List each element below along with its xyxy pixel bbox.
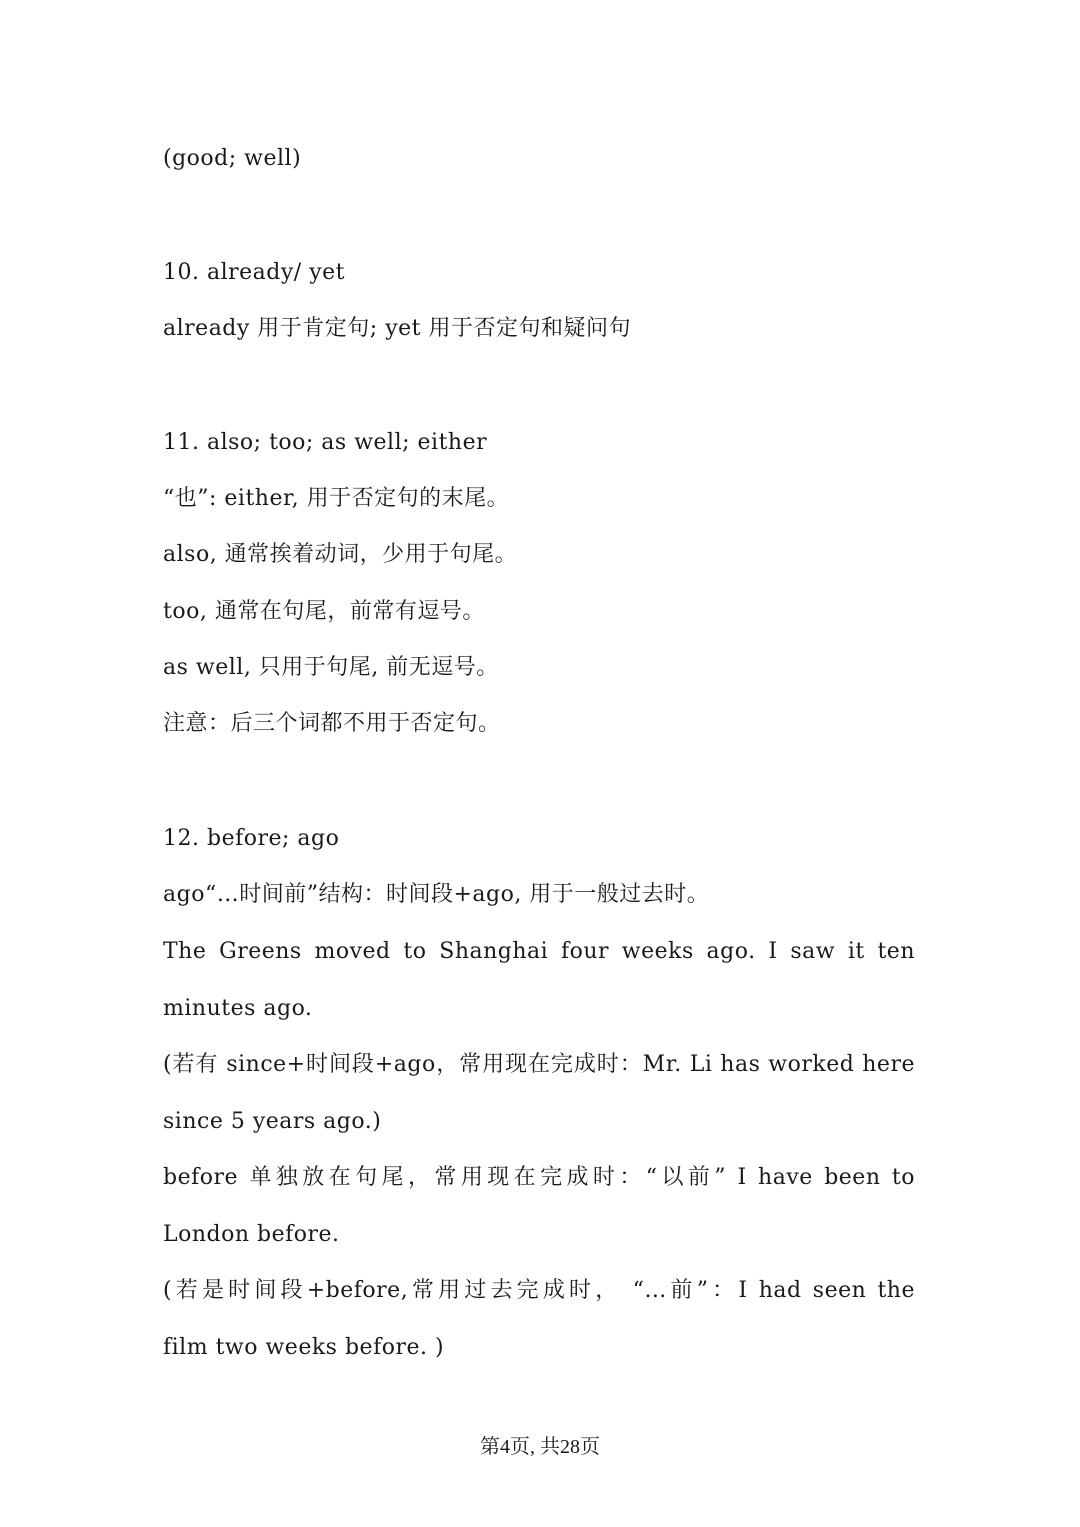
- text-line: since 5 years ago.): [163, 1109, 382, 1134]
- text-line: (good; well): [163, 146, 302, 171]
- text-line: (若是时间段+before,常用过去完成时， “…前”：I had seen the: [163, 1278, 915, 1303]
- text-line: before 单独放在句尾，常用现在完成时：“以前” I have been to: [163, 1165, 915, 1190]
- page-number: 第4页, 共28页: [480, 1436, 600, 1458]
- text-line: too, 通常在句尾，前常有逗号。: [163, 599, 485, 624]
- text-line: The Greens moved to Shanghai four weeks ago. I saw it ten: [163, 939, 915, 964]
- text-line: 注意：后三个词都不用于否定句。: [163, 711, 501, 736]
- text-line: film two weeks before. ): [163, 1335, 445, 1360]
- text-line: “也”: either, 用于否定句的末尾。: [163, 486, 510, 511]
- text-line: also, 通常挨着动词，少用于句尾。: [163, 542, 518, 567]
- section-heading: 10. already/ yet: [163, 260, 345, 285]
- section-heading: 11. also; too; as well; either: [163, 430, 488, 455]
- text-line: as well, 只用于句尾, 前无逗号。: [163, 655, 499, 680]
- text-line: minutes ago.: [163, 996, 313, 1021]
- text-line: ago“…时间前”结构：时间段+ago, 用于一般过去时。: [163, 882, 710, 907]
- text-line: already 用于肯定句; yet 用于否定句和疑问句: [163, 316, 631, 341]
- text-line: (若有 since+时间段+ago，常用现在完成时：Mr. Li has worked here: [163, 1052, 915, 1077]
- section-heading: 12. before; ago: [163, 826, 340, 851]
- text-line: London before.: [163, 1222, 340, 1247]
